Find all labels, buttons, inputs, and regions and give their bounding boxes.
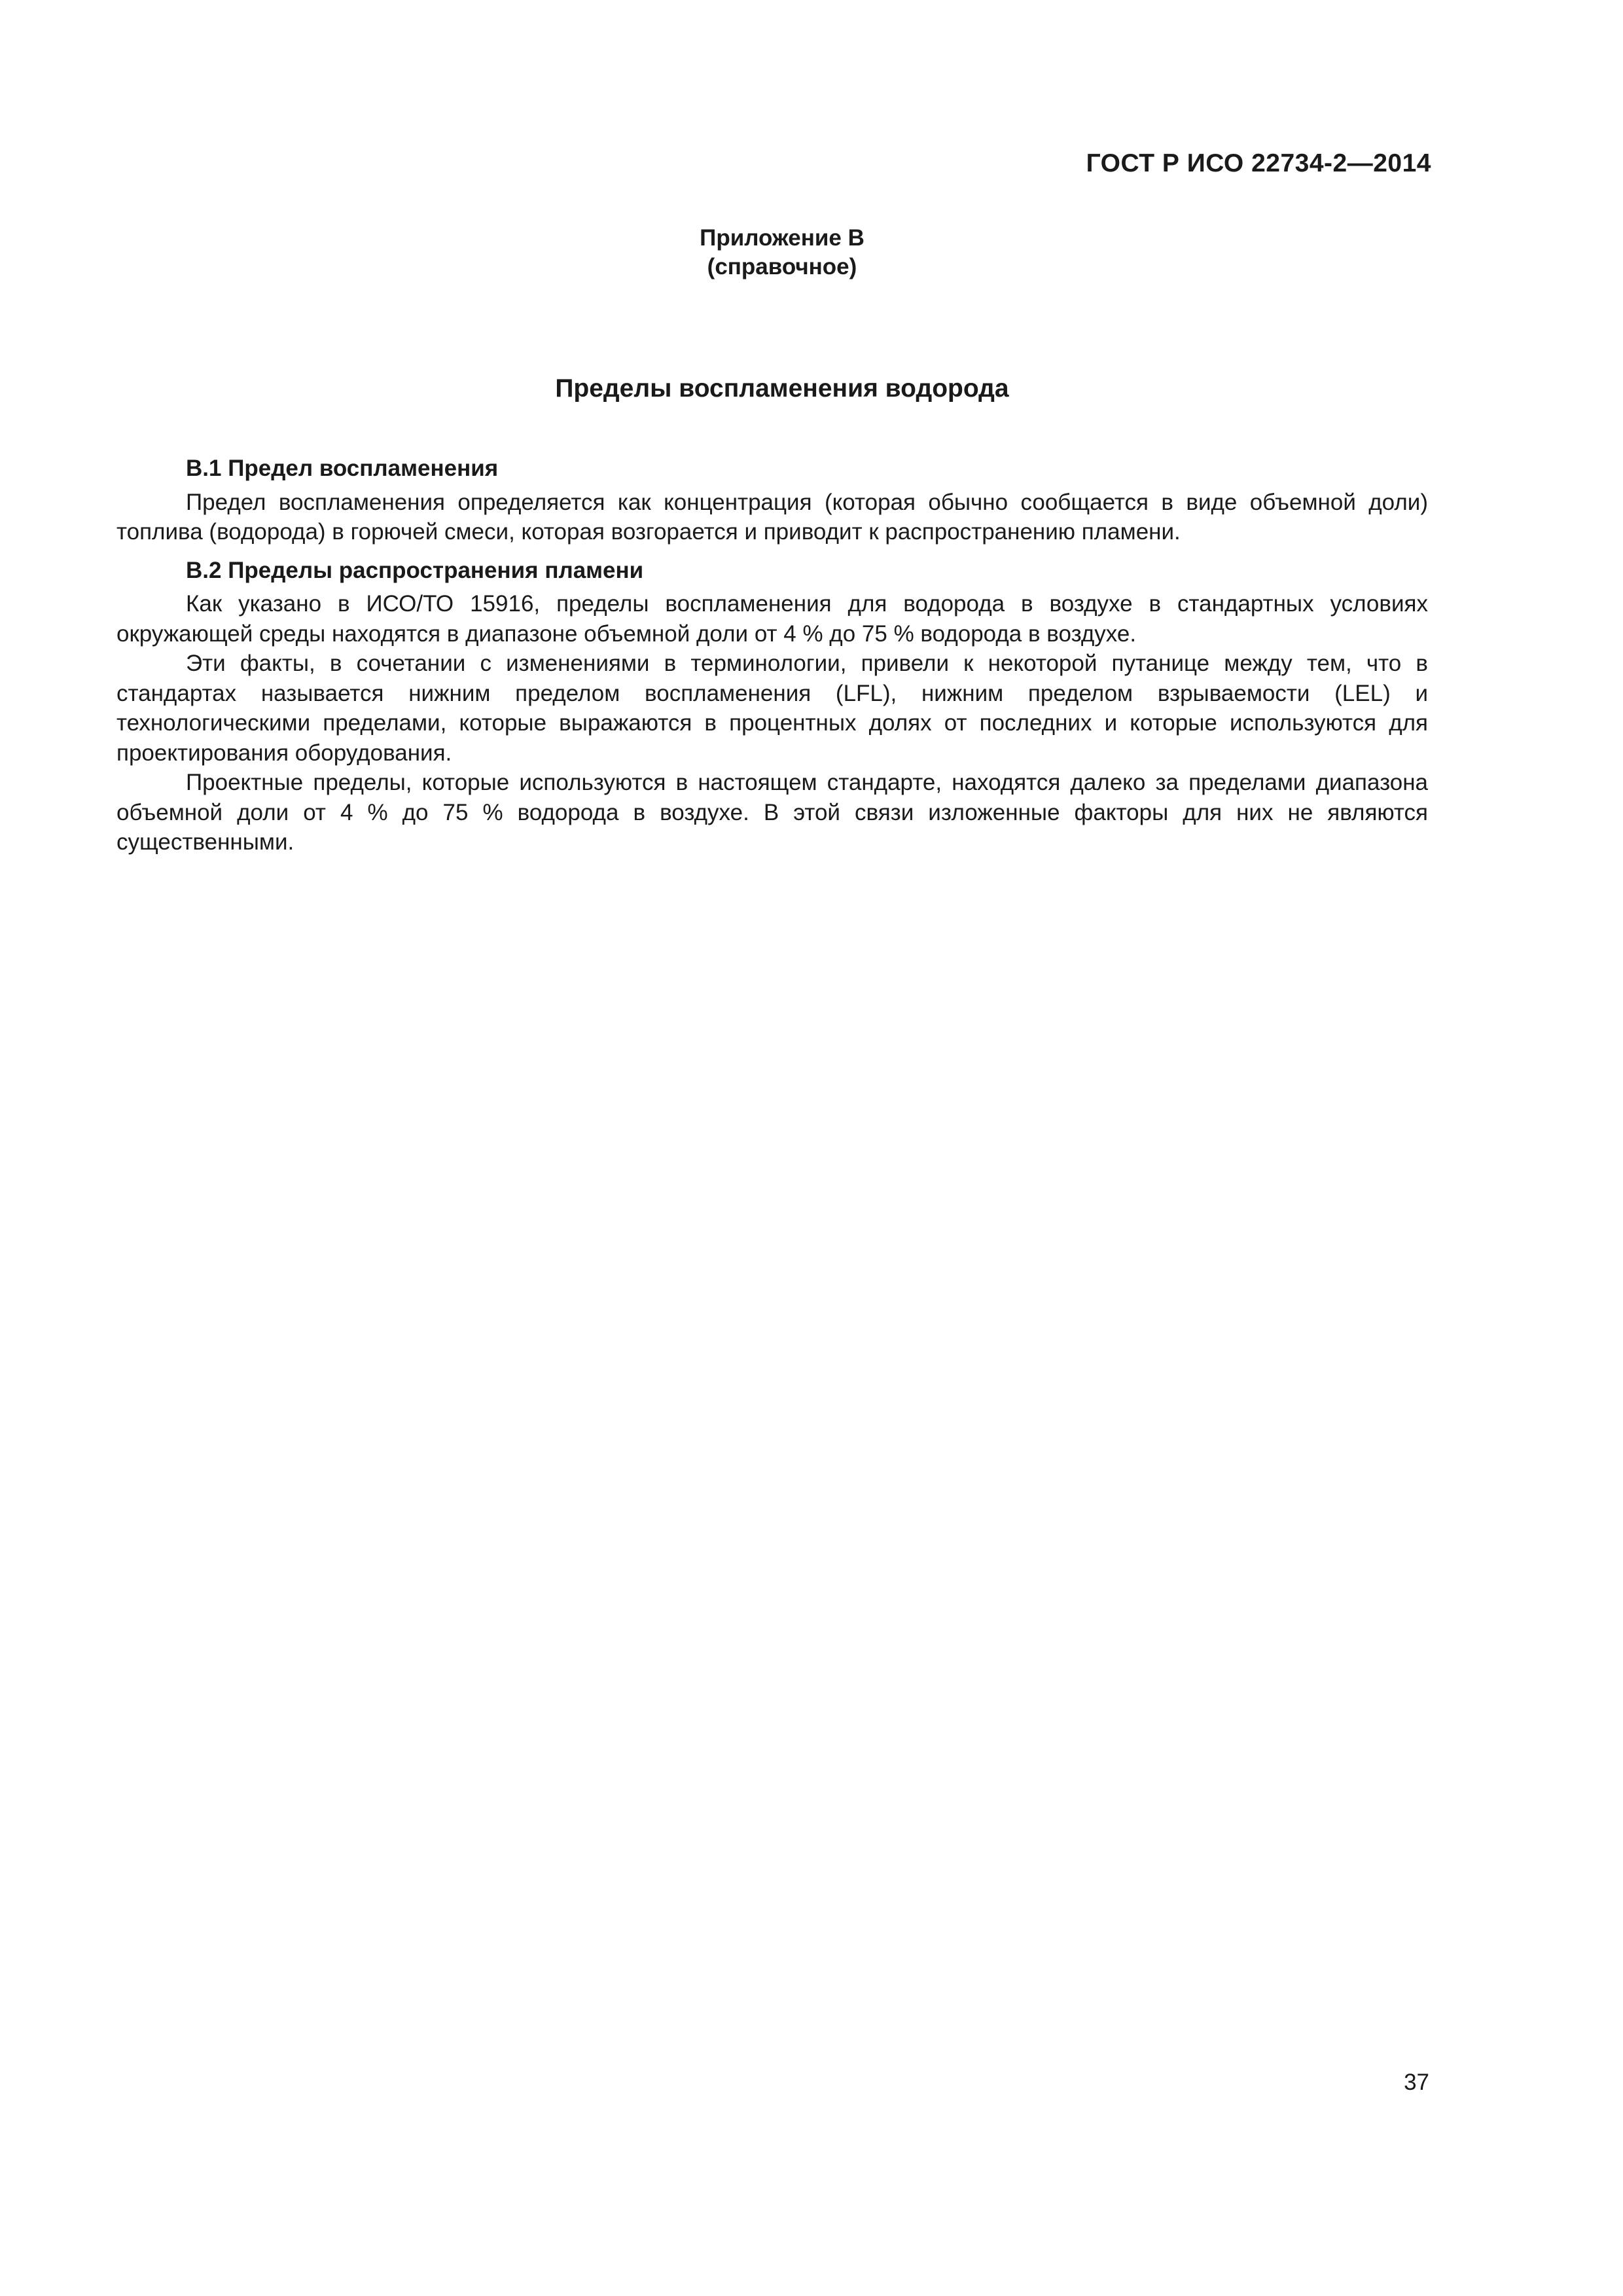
paragraph: Как указано в ИСО/ТО 15916, пределы воспламенения для водорода в воздухе в стандартных условиях окружающей среды находятся в диапазоне объемной доли от 4 % до 75 % водорода в воздухе. xyxy=(116,591,1428,647)
section-heading-b2: В.2 Пределы распространения пламени xyxy=(186,557,644,583)
paragraph: Проектные пределы, которые используются в настоящем стандарте, находятся далеко за пределами диапазона объемной доли от 4 % до 75 % водорода в воздухе. В этой связи изложенные факторы для них не являются существенными. xyxy=(116,770,1428,855)
page-title: Пределы воспламенения водорода xyxy=(555,374,1009,403)
appendix-status: (справочное) xyxy=(707,254,857,279)
paragraph: Эти факты, в сочетании с изменениями в терминологии, привели к некоторой путанице между тем, что в стандартах называется нижним пределом воспламенения (LFL), нижним пределом взрываемости (LEL) и технологическими пределами, которые выражаются в процентных долях от последних и которые используются для проектирования оборудования. xyxy=(116,651,1428,766)
paragraph: Предел воспламенения определяется как концентрация (которая обычно сообщается в виде объемной доли) топлива (водорода) в горючей смеси, которая возгорается и приводит к распространению пламени. xyxy=(116,489,1428,545)
standard-code: ГОСТ Р ИСО 22734-2—2014 xyxy=(1086,149,1431,177)
page-number: 37 xyxy=(1404,2070,1429,2095)
document-body xyxy=(116,454,1428,857)
appendix-label: Приложение В xyxy=(700,225,865,251)
appendix-heading xyxy=(0,224,1564,281)
section-heading-b1: В.1 Предел воспламенения xyxy=(186,456,499,481)
